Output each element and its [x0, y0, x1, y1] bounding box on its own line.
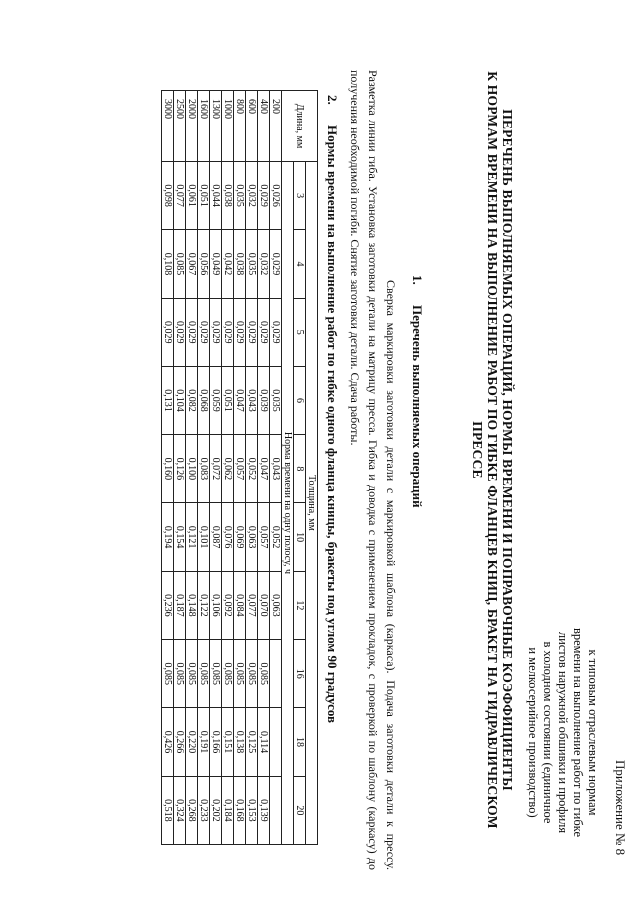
- norm-cell: 0,191: [198, 708, 210, 776]
- section-2-heading: [324, 95, 340, 723]
- norm-cell: 0,100: [186, 435, 198, 503]
- norm-cell: 0,085: [222, 640, 234, 708]
- norm-cell: 0,047: [258, 435, 270, 503]
- title-line: К НОРМАМ ВРЕМЕНИ НА ВЫПОЛНЕНИЕ РАБОТ ПО ГИБКЕ ФЛАНЦЕВ КНИЦ, БРАКЕТ НА ГИДРАВЛИЧЕСКОМ: [485, 71, 500, 829]
- thickness-column-header: 8: [294, 435, 306, 503]
- thickness-column-header: 3: [294, 162, 306, 230]
- norm-cell: 0,029: [174, 298, 186, 366]
- norm-cell: 0,035: [270, 366, 282, 434]
- norms-table: [161, 90, 318, 845]
- norm-cell: 0,072: [210, 435, 222, 503]
- norm-cell: 0,070: [258, 571, 270, 639]
- appendix-label: Приложение № 8: [613, 760, 628, 856]
- thickness-column-header: 18: [294, 708, 306, 776]
- norm-cell: 0,029: [258, 162, 270, 230]
- norm-cell: 0,032: [246, 162, 258, 230]
- norm-cell: 0,043: [246, 366, 258, 434]
- norm-cell: 0,052: [270, 503, 282, 571]
- table-body: [162, 91, 282, 845]
- thickness-column-header: 12: [294, 571, 306, 639]
- norm-cell: 0,026: [270, 162, 282, 230]
- length-cell: 200: [270, 91, 282, 162]
- norm-cell: 0,035: [234, 162, 246, 230]
- norm-cell: 0,062: [222, 435, 234, 503]
- table-row: [198, 91, 210, 845]
- norm-cell: 0,052: [246, 435, 258, 503]
- norm-cell: 0,085: [210, 640, 222, 708]
- norm-cell: 0,194: [162, 503, 174, 571]
- table-row: [234, 91, 246, 845]
- norm-cell: 0,187: [174, 571, 186, 639]
- thickness-column-header: 16: [294, 640, 306, 708]
- norm-cell: 0,068: [198, 366, 210, 434]
- length-cell: 1600: [198, 91, 210, 162]
- norm-cell: 0,029: [246, 298, 258, 366]
- norm-cell: 0,085: [186, 640, 198, 708]
- norm-cell: 0,063: [246, 503, 258, 571]
- table-row: [162, 91, 174, 845]
- norm-cell: 0,085: [246, 640, 258, 708]
- norm-cell: 0,047: [234, 366, 246, 434]
- table-row: [222, 91, 234, 845]
- norm-cell: 0,121: [186, 503, 198, 571]
- document-title: [470, 40, 515, 860]
- table-header-row: [306, 91, 318, 845]
- norm-cell: 0,029: [198, 298, 210, 366]
- norm-cell: 0,085: [162, 640, 174, 708]
- norm-cell: 0,039: [258, 366, 270, 434]
- norm-cell: 0,029: [186, 298, 198, 366]
- norm-cell: 0,166: [210, 708, 222, 776]
- norm-cell: 0,085: [174, 640, 186, 708]
- norm-cell: 0,067: [186, 230, 198, 298]
- norm-cell: 0,131: [162, 366, 174, 434]
- norm-cell: 0,063: [270, 571, 282, 639]
- norm-cell: 0,233: [198, 776, 210, 844]
- norm-cell: 0,085: [258, 640, 270, 708]
- norm-cell: 0,051: [222, 366, 234, 434]
- unit-header-row: [282, 91, 294, 845]
- norm-cell: 0,029: [222, 298, 234, 366]
- subtitle-line: листов наружной обшивки и профиля: [556, 631, 570, 834]
- subtitle-line: к типовым отраслевым нормам: [586, 649, 600, 816]
- norm-cell: 0,139: [258, 776, 270, 844]
- norm-cell: 0,101: [198, 503, 210, 571]
- norm-cell: 0,061: [186, 162, 198, 230]
- norm-cell: 0,151: [222, 708, 234, 776]
- thickness-column-header: 5: [294, 298, 306, 366]
- norm-cell: 0,266: [174, 708, 186, 776]
- norm-cell: 0,077: [246, 571, 258, 639]
- norm-cell: 0,029: [258, 298, 270, 366]
- norm-cell: [270, 640, 282, 708]
- norm-cell: 0,106: [210, 571, 222, 639]
- norm-cell: 0,168: [234, 776, 246, 844]
- norm-cell: 0,122: [198, 571, 210, 639]
- norm-cell: 0,324: [174, 776, 186, 844]
- norm-cell: 0,077: [174, 162, 186, 230]
- table-row: [174, 91, 186, 845]
- section-1-title: Перечень выполняемых операций: [410, 305, 425, 508]
- table-row: [210, 91, 222, 845]
- norm-cell: 0,154: [174, 503, 186, 571]
- norm-cell: 0,057: [234, 435, 246, 503]
- norm-cell: 0,083: [198, 435, 210, 503]
- length-cell: 1300: [210, 91, 222, 162]
- norm-cell: 0,236: [162, 571, 174, 639]
- section-2-number: 2.: [325, 95, 340, 105]
- norm-cell: 0,038: [222, 162, 234, 230]
- table-row: [246, 91, 258, 845]
- norm-cell: 0,092: [222, 571, 234, 639]
- norm-cell: 0,043: [270, 435, 282, 503]
- norm-cell: 0,059: [210, 366, 222, 434]
- norm-cell: 0,035: [246, 230, 258, 298]
- length-cell: 400: [258, 91, 270, 162]
- norm-cell: 0,108: [162, 230, 174, 298]
- norm-cell: 0,087: [210, 503, 222, 571]
- norm-cell: 0,114: [258, 708, 270, 776]
- norm-cell: 0,038: [234, 230, 246, 298]
- thickness-column-header: 4: [294, 230, 306, 298]
- title-line: ПЕРЕЧЕНЬ ВЫПОЛНЯЕМЫХ ОПЕРАЦИЙ, НОРМЫ ВРЕМЕНИ И ПОПРАВОЧНЫЕ КОЭФФИЦИЕНТЫ: [500, 109, 515, 791]
- length-cell: 3000: [162, 91, 174, 162]
- norm-cell: 0,153: [246, 776, 258, 844]
- norm-cell: [270, 708, 282, 776]
- table-row: [270, 91, 282, 845]
- length-cell: 1000: [222, 91, 234, 162]
- norm-cell: 0,518: [162, 776, 174, 844]
- norm-cell: 0,057: [258, 503, 270, 571]
- norm-cell: [270, 776, 282, 844]
- norm-cell: 0,051: [198, 162, 210, 230]
- norm-cell: 0,268: [186, 776, 198, 844]
- norm-cell: 0,138: [234, 708, 246, 776]
- length-header: Длина, мм: [282, 91, 318, 162]
- norm-cell: 0,042: [222, 230, 234, 298]
- norm-cell: 0,125: [246, 708, 258, 776]
- subtitle-line: и мелкосерийное производство): [526, 647, 540, 818]
- norm-cell: 0,085: [174, 230, 186, 298]
- norm-cell: 0,098: [162, 162, 174, 230]
- norm-cell: 0,085: [234, 640, 246, 708]
- norm-cell: 0,029: [162, 298, 174, 366]
- norm-cell: 0,029: [270, 230, 282, 298]
- subtitle-line: в холодном состоянии (единичное: [541, 641, 555, 824]
- norm-cell: 0,069: [234, 503, 246, 571]
- norm-cell: 0,184: [222, 776, 234, 844]
- section-2-title: Нормы времени на выполнение работ по гибке одного фланца кницы, бракеты под углом 90 градусов: [325, 125, 340, 724]
- norm-cell: 0,148: [186, 571, 198, 639]
- table-row: [186, 91, 198, 845]
- norm-cell: 0,049: [210, 230, 222, 298]
- norm-cell: 0,029: [270, 298, 282, 366]
- operations-text: Сверка маркировки заготовки детали с маркировкой шаблона (каркаса). Подача заготовки детали к прессу. Разметка линии гиба. Установка заготовки детали на матрицу пресса. Гибка и доводка с применением прокладок, с проверкой по шаблону (каркасу) до получения необходимой погиби. Снятие заготовки детали. Сдача работы.: [348, 70, 398, 870]
- norm-cell: 0,029: [210, 298, 222, 366]
- norm-cell: 0,076: [222, 503, 234, 571]
- thickness-values-row: [294, 91, 306, 845]
- thickness-column-header: 6: [294, 366, 306, 434]
- norm-cell: 0,426: [162, 708, 174, 776]
- norm-cell: 0,082: [186, 366, 198, 434]
- thickness-column-header: 10: [294, 503, 306, 571]
- norm-cell: 0,029: [234, 298, 246, 366]
- section-1-number: 1.: [410, 275, 425, 285]
- norm-cell: 0,044: [210, 162, 222, 230]
- norm-cell: 0,085: [198, 640, 210, 708]
- subtitle-line: времени на выполнение работ по гибке: [571, 627, 585, 837]
- norm-cell: 0,220: [186, 708, 198, 776]
- norm-cell: 0,160: [162, 435, 174, 503]
- norm-cell: 0,202: [210, 776, 222, 844]
- norm-cell: 0,056: [198, 230, 210, 298]
- length-cell: 600: [246, 91, 258, 162]
- title-line: ПРЕССЕ: [470, 421, 485, 479]
- length-cell: 800: [234, 91, 246, 162]
- norm-cell: 0,126: [174, 435, 186, 503]
- table-row: [258, 91, 270, 845]
- norm-cell: 0,084: [234, 571, 246, 639]
- section-1-heading: [409, 275, 425, 508]
- norm-cell: 0,104: [174, 366, 186, 434]
- thickness-column-header: 20: [294, 776, 306, 844]
- thickness-header: Толщина, мм: [306, 162, 318, 845]
- length-cell: 2000: [186, 91, 198, 162]
- appendix-subtitle: [525, 600, 600, 865]
- length-cell: 2500: [174, 91, 186, 162]
- unit-header: Норма времени на одну полосу, ч: [282, 162, 294, 845]
- norm-cell: 0,032: [258, 230, 270, 298]
